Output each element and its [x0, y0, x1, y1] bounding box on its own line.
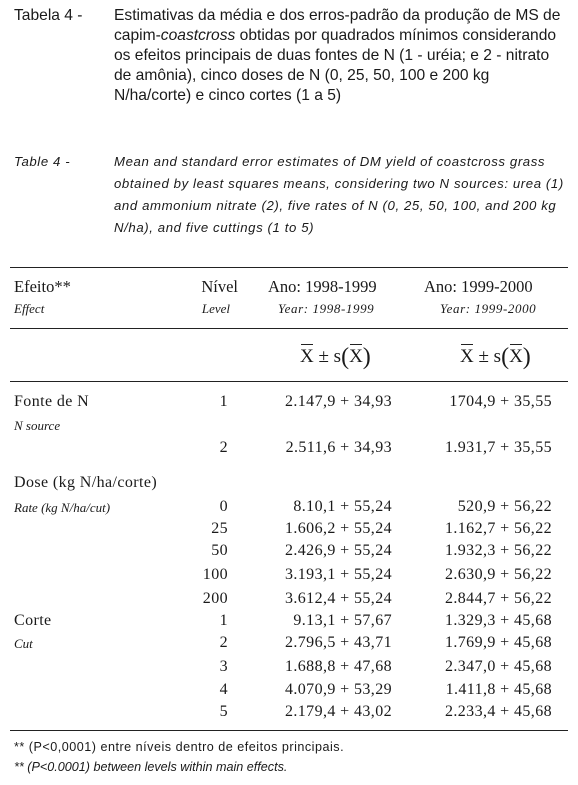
row-value-1998-1999: 1.688,8 + 47,68	[284, 658, 392, 675]
table-caption-english	[14, 151, 570, 239]
group-label-dose: Dose (kg N/ha/corte)	[14, 474, 158, 491]
row-level: 5	[219, 703, 228, 720]
header-year-2: Ano: 1999-2000	[424, 277, 533, 296]
table-top-rule	[10, 267, 568, 268]
table-label: Tabela 4 -	[14, 7, 83, 24]
row-value-1999-2000: 2.630,9 + 56,22	[444, 566, 552, 583]
mean-se-symbol-2: X ± s(X)	[460, 344, 531, 370]
row-level: 200	[202, 590, 228, 607]
row-level: 1	[219, 393, 228, 410]
row-value-1998-1999: 2.426,9 + 55,24	[284, 542, 392, 559]
row-value-1999-2000: 2.844,7 + 56,22	[444, 590, 552, 607]
header-level: Nível	[201, 277, 238, 296]
header-year-2-en: Year: 1999-2000	[440, 301, 537, 316]
header-effect-en: Effect	[14, 301, 45, 316]
row-value-1999-2000: 520,9 + 56,22	[457, 498, 552, 515]
group-label-cut-en: Cut	[14, 636, 33, 651]
row-level: 0	[219, 498, 228, 515]
row-value-1999-2000: 1.932,3 + 56,22	[444, 542, 552, 559]
row-value-1998-1999: 2.147,9 + 34,93	[284, 393, 392, 410]
row-level: 3	[219, 658, 228, 675]
group-label-dose-en: Rate (kg N/ha/cut)	[14, 500, 111, 515]
row-value-1999-2000: 1704,9 + 35,55	[449, 393, 552, 410]
group-label-source: Fonte de N	[14, 393, 90, 410]
header-effect: Efeito**	[14, 277, 71, 296]
row-value-1998-1999: 3.612,4 + 55,24	[284, 590, 392, 607]
table-bottom-rule	[10, 730, 568, 731]
caption-text: Estimativas da média e dos erros-padrão da produção de MS de capim-coastcross obtidas por quadrados mínimos considerando os efeitos principais de duas fontes de N (1 - uréia; e 2 - nitrato de amônia), cinco doses de N (0, 25, 50, 100 e 200 kg N/ha/corte) e cinco cortes (1 a 5)	[114, 7, 561, 104]
header-mid-rule	[10, 328, 568, 329]
row-level: 2	[219, 634, 228, 651]
row-level: 25	[211, 520, 228, 537]
row-value-1998-1999: 8.10,1 + 55,24	[293, 498, 392, 515]
row-value-1999-2000: 2.347,0 + 45,68	[444, 658, 552, 675]
header-level-en: Level	[201, 301, 230, 316]
row-value-1999-2000: 2.233,4 + 45,68	[444, 703, 552, 720]
row-level: 100	[202, 566, 228, 583]
table-caption-portuguese	[14, 6, 570, 106]
row-value-1998-1999: 1.606,2 + 55,24	[284, 520, 392, 537]
table-label-en: Table 4 -	[14, 154, 71, 169]
row-value-1998-1999: 2.796,5 + 43,71	[284, 634, 392, 651]
group-label-cut: Corte	[14, 612, 52, 629]
row-level: 4	[219, 681, 228, 698]
row-level: 50	[211, 542, 228, 559]
row-value-1998-1999: 3.193,1 + 55,24	[284, 566, 392, 583]
row-value-1999-2000: 1.931,7 + 35,55	[444, 439, 552, 456]
row-value-1999-2000: 1.329,3 + 45,68	[444, 612, 552, 629]
footnote-english: ** (P<0.0001) between levels within main effects.	[14, 760, 288, 774]
caption-text-en: Mean and standard error estimates of DM yield of coastcross grass obtained by least squares means, considering two N sources: urea (1) and ammonium nitrate (2), five rates of N (0, 25, 50, 100, and 200 kg N/ha), and five cuttings (1 to 5)	[114, 154, 564, 235]
row-value-1998-1999: 2.179,4 + 43,02	[284, 703, 392, 720]
row-value-1998-1999: 2.511,6 + 34,93	[285, 439, 392, 456]
row-level: 1	[219, 612, 228, 629]
header-bottom-rule	[10, 381, 568, 382]
group-label-source-en: N source	[14, 418, 61, 433]
row-value-1998-1999: 9.13,1 + 57,67	[293, 612, 392, 629]
row-value-1999-2000: 1.411,8 + 45,68	[445, 681, 552, 698]
row-level: 2	[219, 439, 228, 456]
row-value-1999-2000: 1.769,9 + 45,68	[444, 634, 552, 651]
row-value-1999-2000: 1.162,7 + 56,22	[444, 520, 552, 537]
mean-se-symbol-1: X ± s(X)	[300, 344, 371, 370]
row-value-1998-1999: 4.070,9 + 53,29	[284, 681, 392, 698]
header-year-1-en: Year: 1998-1999	[278, 301, 375, 316]
header-year-1: Ano: 1998-1999	[268, 277, 377, 296]
footnote-portuguese: ** (P<0,0001) entre níveis dentro de efeitos principais.	[14, 740, 345, 754]
